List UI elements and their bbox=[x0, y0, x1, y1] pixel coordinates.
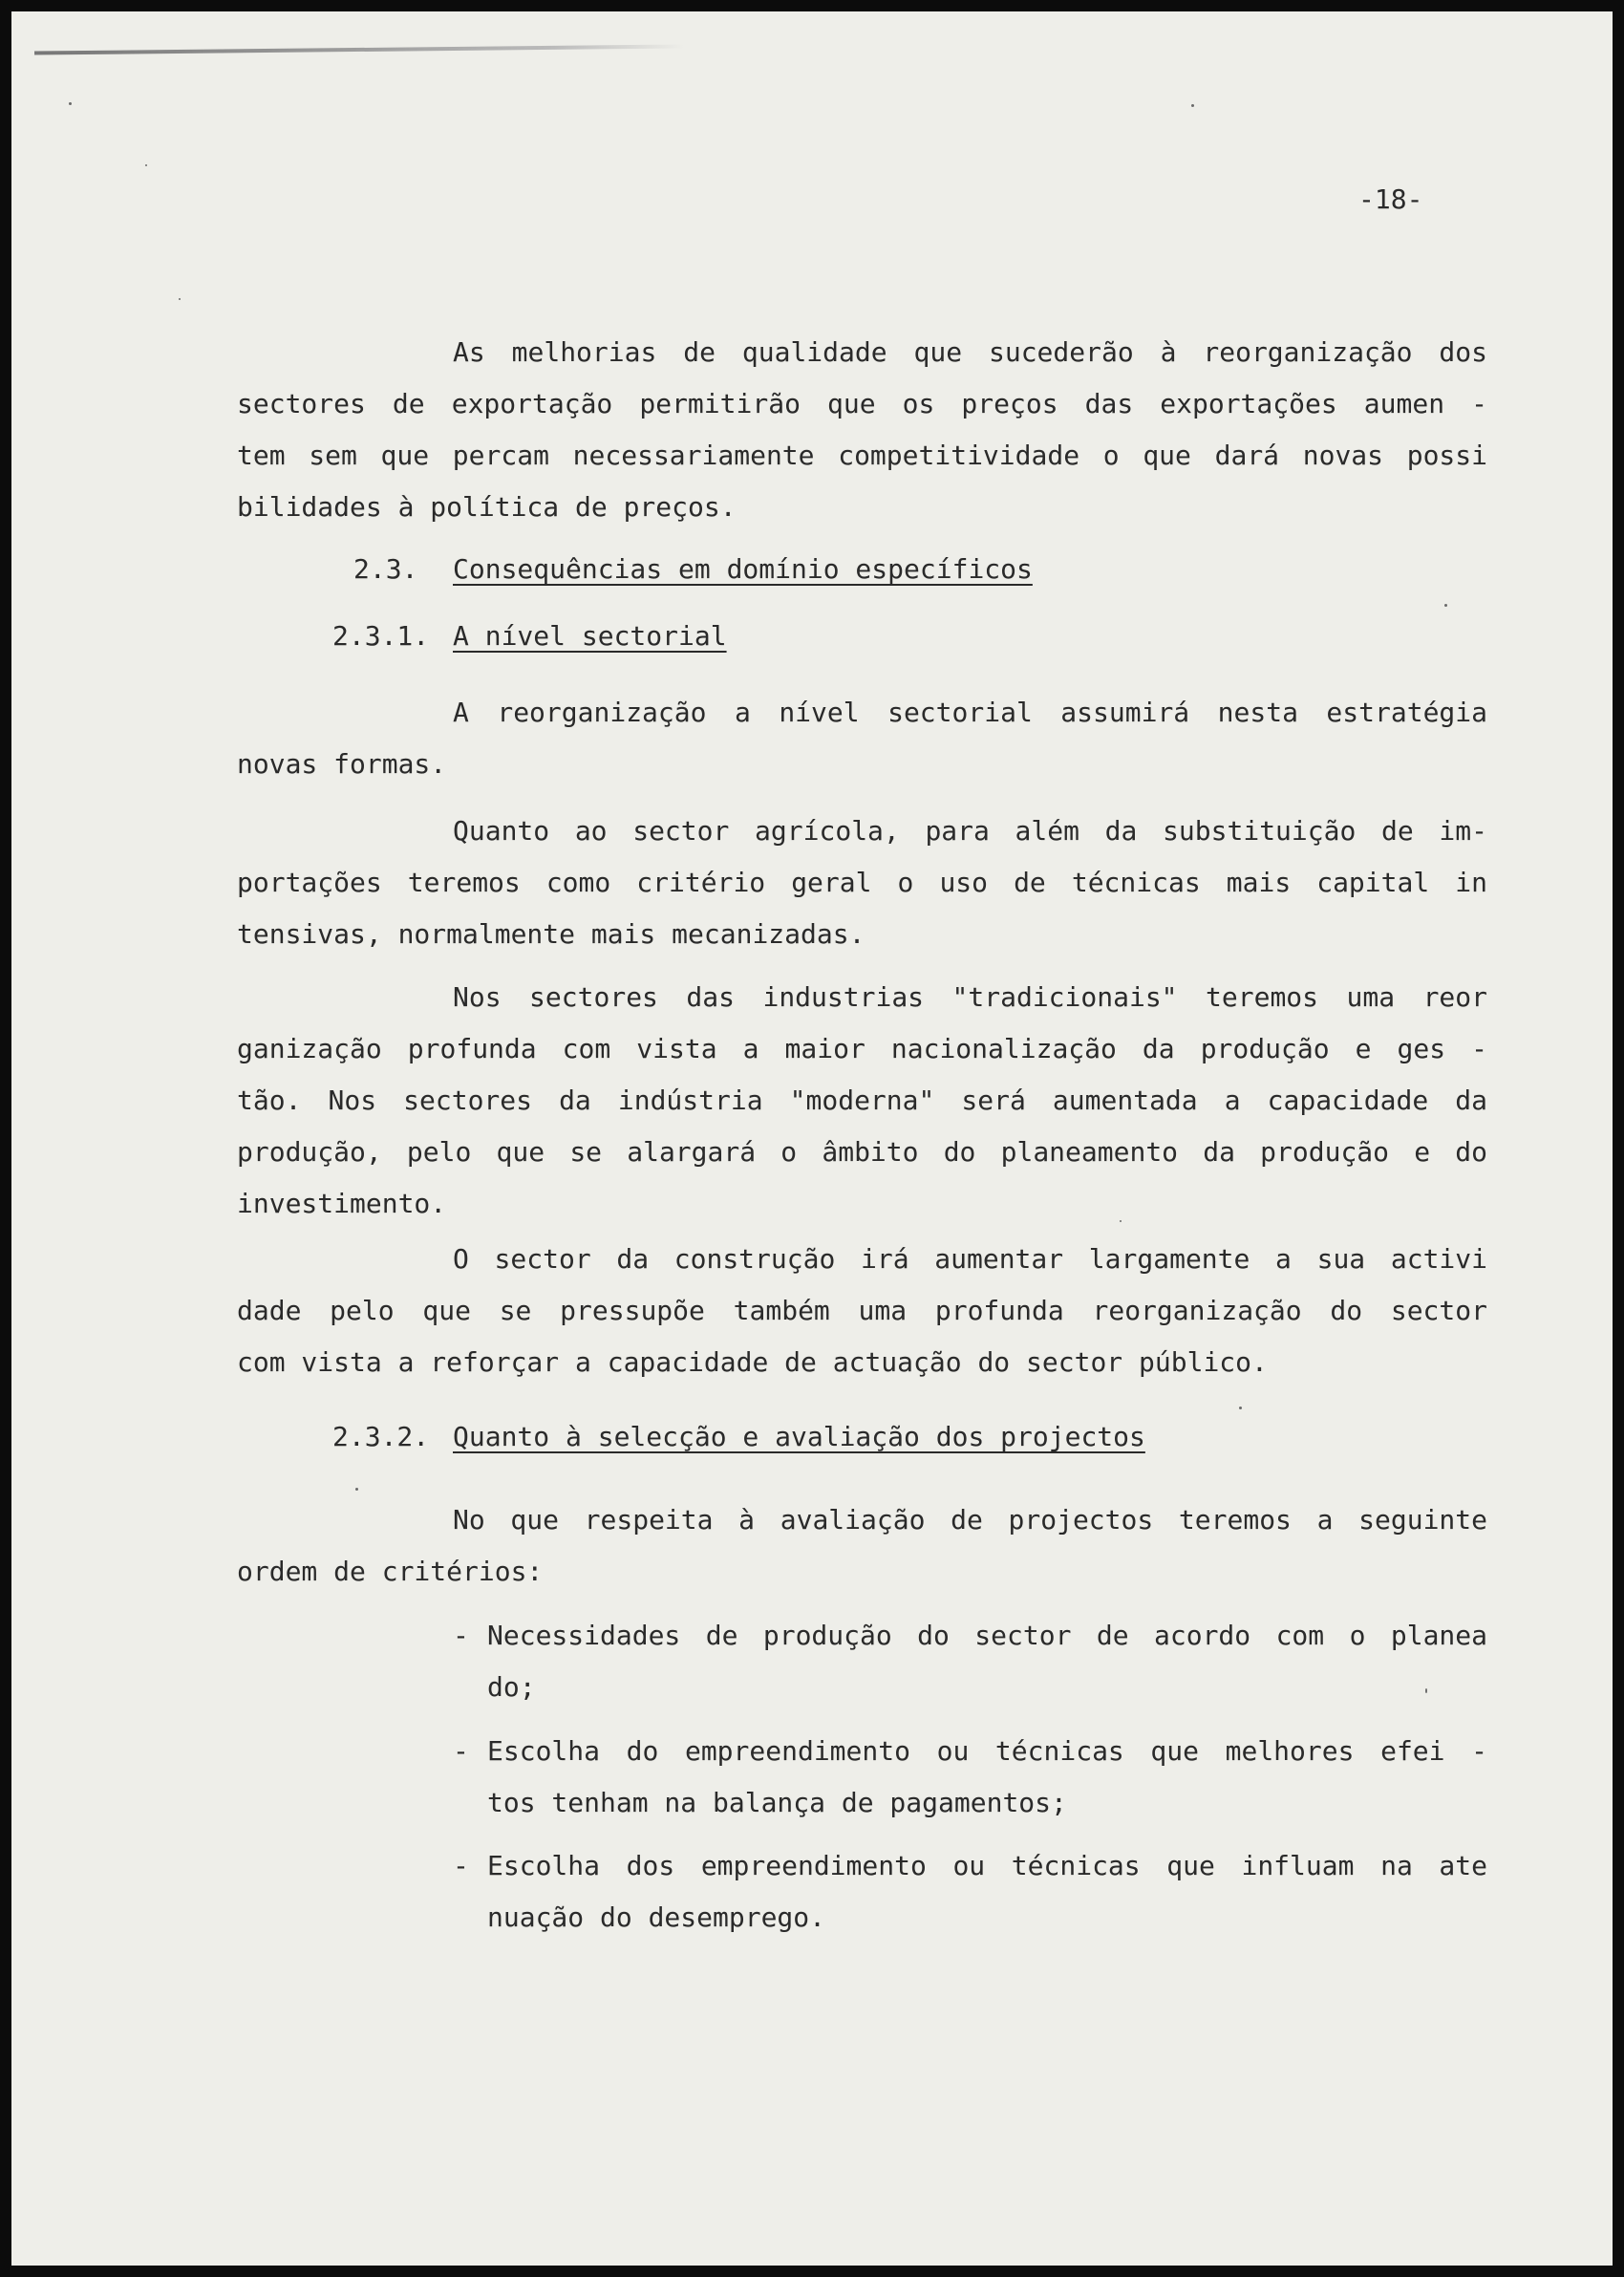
paragraph-line: com vista a reforçar a capacidade de actuação do sector público. bbox=[237, 1346, 1268, 1378]
section-number: 2.3. bbox=[353, 553, 418, 585]
list-dash: - bbox=[453, 1620, 469, 1651]
section-heading: Quanto à selecção e avaliação dos projectos bbox=[453, 1421, 1145, 1452]
document-page bbox=[11, 11, 1613, 2266]
paragraph-line: As melhorias de qualidade que sucederão à reorganização dos bbox=[453, 336, 1487, 368]
list-dash: - bbox=[453, 1735, 469, 1767]
list-item: tos tenham na balança de pagamentos; bbox=[487, 1787, 1067, 1818]
paragraph-line: No que respeita à avaliação de projectos teremos a seguinte bbox=[453, 1504, 1487, 1536]
section-number: 2.3.2. bbox=[332, 1421, 430, 1452]
list-item: Escolha dos empreendimento ou técnicas que influam na ate bbox=[487, 1850, 1487, 1881]
paragraph-line: investimento. bbox=[237, 1188, 447, 1219]
paragraph-line: ordem de critérios: bbox=[237, 1556, 544, 1587]
page-number: -18- bbox=[1358, 183, 1423, 215]
list-item: Necessidades de produção do sector de acordo com o planea bbox=[487, 1620, 1487, 1651]
list-item: Escolha do empreendimento ou técnicas que melhores efei - bbox=[487, 1735, 1487, 1767]
section-number: 2.3.1. bbox=[332, 620, 430, 652]
paragraph-line: novas formas. bbox=[237, 748, 447, 780]
paragraph-line: produção, pelo que se alargará o âmbito do planeamento da produção e do bbox=[237, 1136, 1487, 1168]
paragraph-line: portações teremos como critério geral o uso de técnicas mais capital in bbox=[237, 867, 1487, 898]
list-item: do; bbox=[487, 1671, 536, 1703]
list-dash: - bbox=[453, 1850, 469, 1881]
section-heading: Consequências em domínio específicos bbox=[453, 553, 1033, 585]
paragraph-line: dade pelo que se pressupõe também uma profunda reorganização do sector bbox=[237, 1295, 1487, 1326]
paragraph-line: A reorganização a nível sectorial assumirá nesta estratégia bbox=[453, 697, 1487, 728]
paragraph-line: sectores de exportação permitirão que os preços das exportações aumen - bbox=[237, 388, 1487, 419]
paragraph-line: tão. Nos sectores da indústria "moderna" será aumentada a capacidade da bbox=[237, 1085, 1487, 1116]
paragraph-line: tem sem que percam necessariamente competitividade o que dará novas possi bbox=[237, 440, 1487, 471]
section-heading: A nível sectorial bbox=[453, 620, 727, 652]
paragraph-line: ganização profunda com vista a maior nacionalização da produção e ges - bbox=[237, 1033, 1487, 1064]
paragraph-line: O sector da construção irá aumentar largamente a sua activi bbox=[453, 1243, 1487, 1275]
paragraph-line: Quanto ao sector agrícola, para além da substituição de im- bbox=[453, 815, 1487, 847]
list-item: nuação do desemprego. bbox=[487, 1901, 826, 1933]
paragraph-line: bilidades à política de preços. bbox=[237, 491, 737, 523]
paragraph-line: tensivas, normalmente mais mecanizadas. bbox=[237, 918, 865, 950]
paragraph-line: Nos sectores das industrias "tradicionais" teremos uma reor bbox=[453, 981, 1487, 1013]
